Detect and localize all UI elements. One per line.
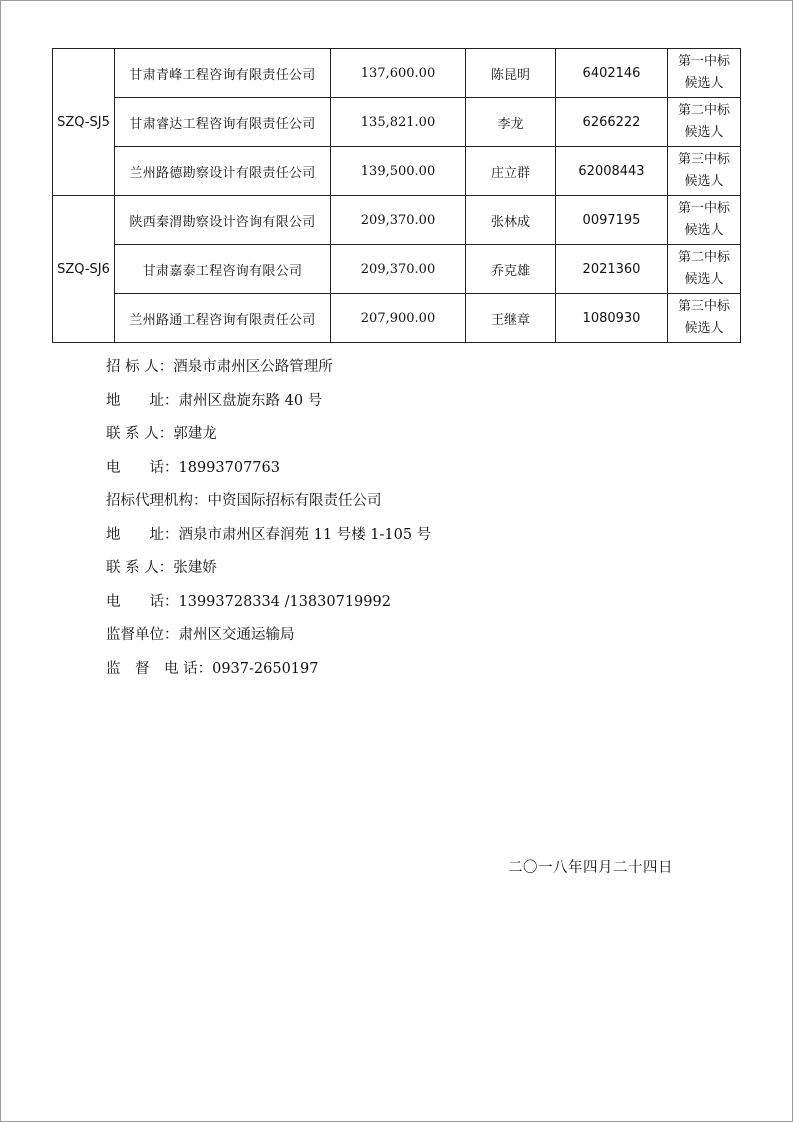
contact-value: 张建娇 — [173, 560, 217, 576]
company-name: 甘肃睿达工程咨询有限责任公司 — [115, 98, 331, 147]
contact-label: 联 系 人： — [106, 426, 174, 442]
supervisor-label: 监督单位： — [106, 627, 179, 643]
bid-price: 209,370.00 — [331, 245, 466, 294]
contact-phone: 6402146 — [556, 49, 668, 98]
contact-phone: 0097195 — [556, 196, 668, 245]
table-row — [53, 245, 741, 294]
contact-person: 乔克雄 — [466, 245, 556, 294]
tenderer-phone-row — [106, 455, 431, 489]
contact-value: 郭建龙 — [173, 426, 217, 442]
candidate-rank: 第三中标 候选人 — [668, 147, 741, 196]
company-name: 兰州路德勘察设计有限责任公司 — [115, 147, 331, 196]
agency-address-row — [106, 522, 431, 556]
table-row — [53, 98, 741, 147]
bid-price: 207,900.00 — [331, 294, 466, 343]
contact-person: 陈昆明 — [466, 49, 556, 98]
table-row — [53, 49, 741, 98]
phone-value: 18993707763 — [178, 459, 280, 476]
document-date: 二〇一八年四月二十四日 — [508, 860, 673, 876]
tenderer-label: 招 标 人： — [106, 359, 174, 375]
section-code: SZQ-SJ5 — [53, 49, 115, 196]
contact-phone: 2021360 — [556, 245, 668, 294]
candidate-rank: 第一中标 候选人 — [668, 196, 741, 245]
agency-contact-row — [106, 555, 431, 589]
contact-person: 王继章 — [466, 294, 556, 343]
contact-phone: 1080930 — [556, 294, 668, 343]
candidate-rank: 第二中标 候选人 — [668, 98, 741, 147]
candidate-rank: 第二中标 候选人 — [668, 245, 741, 294]
supervisor-phone-value: 0937-2650197 — [212, 660, 319, 677]
results-table — [52, 48, 741, 343]
address-value: 肃州区盘旋东路 40 号 — [178, 392, 323, 409]
company-name: 陕西秦渭勘察设计咨询有限公司 — [115, 196, 331, 245]
address-label: 地 址： — [106, 526, 179, 543]
company-name: 甘肃嘉泰工程咨询有限公司 — [115, 245, 331, 294]
supervisor-phone-row — [106, 656, 431, 690]
table-row — [53, 196, 741, 245]
phone-label: 电 话： — [106, 459, 179, 476]
bid-price: 139,500.00 — [331, 147, 466, 196]
bid-price: 209,370.00 — [331, 196, 466, 245]
contact-person: 张林成 — [466, 196, 556, 245]
tenderer-row — [106, 354, 431, 388]
agency-value: 中资国际招标有限责任公司 — [207, 493, 382, 509]
agency-row — [106, 488, 431, 522]
contact-info-block — [106, 354, 431, 689]
tenderer-contact-row — [106, 421, 431, 455]
table-row — [53, 294, 741, 343]
bid-price: 135,821.00 — [331, 98, 466, 147]
candidate-rank: 第一中标 候选人 — [668, 49, 741, 98]
company-name: 甘肃青峰工程咨询有限责任公司 — [115, 49, 331, 98]
supervisor-row — [106, 622, 431, 656]
contact-phone: 6266222 — [556, 98, 668, 147]
supervisor-phone-label: 监 督 电 话： — [106, 660, 213, 677]
tenderer-value: 酒泉市肃州区公路管理所 — [173, 359, 333, 375]
section-code: SZQ-SJ6 — [53, 196, 115, 343]
table-row — [53, 147, 741, 196]
candidate-rank: 第三中标 候选人 — [668, 294, 741, 343]
contact-label: 联 系 人： — [106, 560, 174, 576]
bid-price: 137,600.00 — [331, 49, 466, 98]
address-label: 地 址： — [106, 392, 179, 409]
company-name: 兰州路通工程咨询有限责任公司 — [115, 294, 331, 343]
contact-phone: 62008443 — [556, 147, 668, 196]
supervisor-value: 肃州区交通运输局 — [178, 627, 295, 643]
phone-label: 电 话： — [106, 593, 179, 610]
agency-phone-row — [106, 589, 431, 623]
tenderer-address-row — [106, 388, 431, 422]
phone-value: 13993728334 /13830719992 — [178, 593, 391, 610]
contact-person: 李龙 — [466, 98, 556, 147]
address-value: 酒泉市肃州区春润苑 11 号楼 1-105 号 — [178, 526, 432, 543]
agency-label: 招标代理机构： — [106, 493, 208, 509]
contact-person: 庄立群 — [466, 147, 556, 196]
